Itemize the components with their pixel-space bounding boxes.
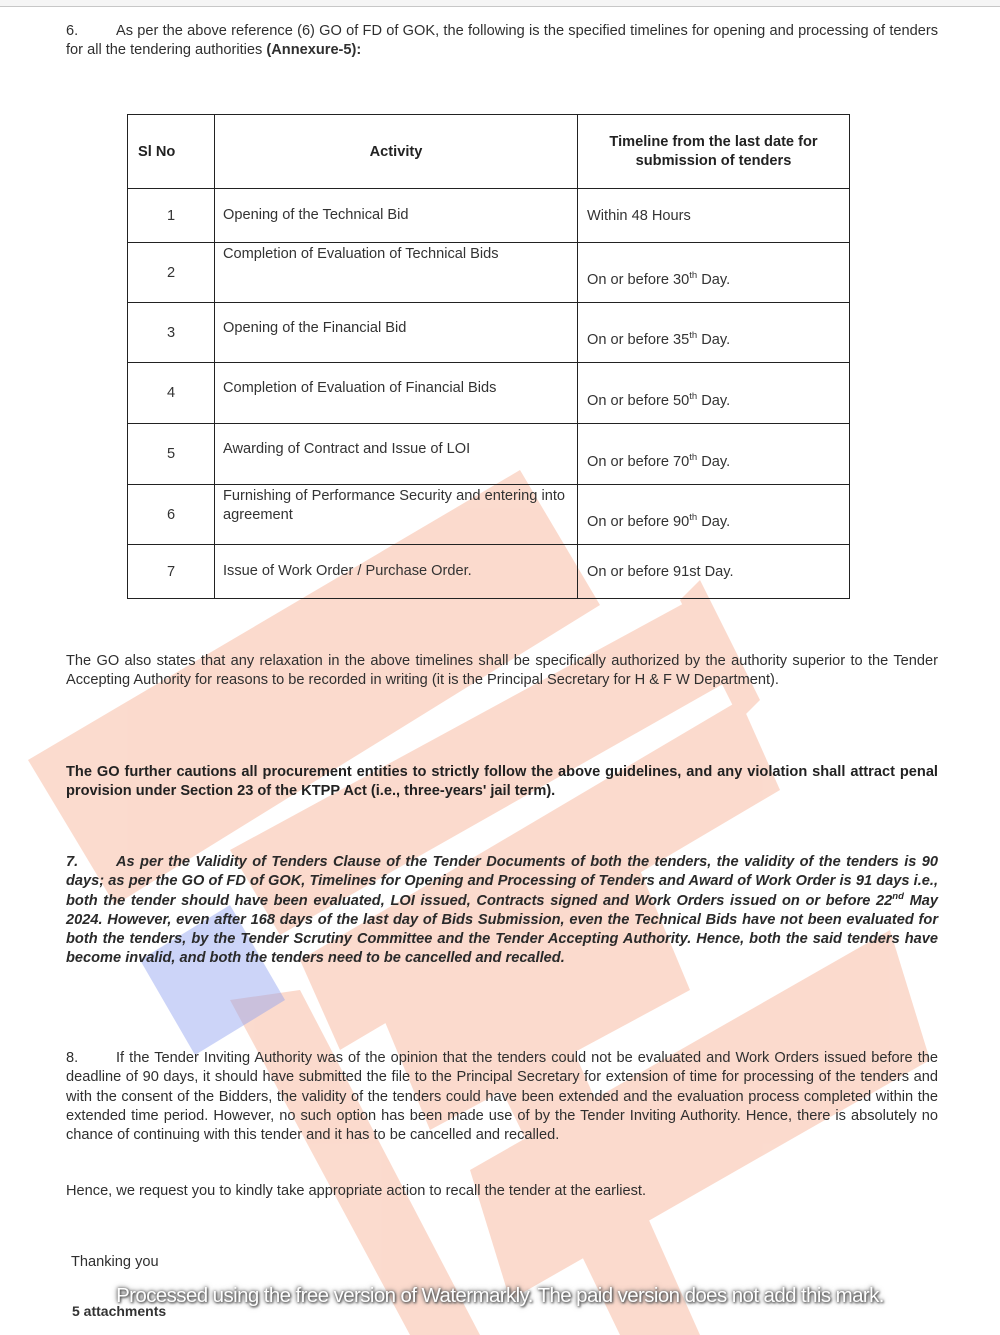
header-timeline: Timeline from the last date for submission of tenders: [578, 115, 850, 189]
row-activity: Issue of Work Order / Purchase Order.: [215, 545, 578, 599]
row-activity: Opening of the Technical Bid: [215, 189, 578, 243]
table-row: [128, 189, 850, 243]
caution-paragraph: The GO further cautions all procurement entities to strictly follow the above guidelines, and any violation shall attract penal provision under Section 23 of the KTPP Act (i.e., three-years' jail term).: [66, 764, 938, 800]
paragraph-6: [66, 22, 938, 61]
row-timeline: On or before 91st Day.: [578, 545, 850, 599]
row-timeline: On or before 50th Day.: [578, 363, 850, 424]
table-row: [128, 485, 850, 545]
paragraph-number: 7.: [66, 854, 79, 870]
table-row: [128, 243, 850, 303]
header-activity: Activity: [215, 115, 578, 189]
row-activity: Opening of the Financial Bid: [215, 303, 578, 363]
closing-text: Thanking you: [71, 1254, 159, 1270]
row-sl: 6: [128, 485, 215, 545]
paragraph-6-text: As per the above reference (6) GO of FD of GOK, the following is the specified timelines for opening and processing of tenders for all the tendering authorities: [66, 23, 938, 59]
row-sl: 4: [128, 363, 215, 424]
row-sl: 1: [128, 189, 215, 243]
relaxation-paragraph: The GO also states that any relaxation in the above timelines shall be specifically authorized by the authority superior to the Tender Accepting Authority for reasons to be recorded in writing (it is the Principal Secretary for H & F W Department).: [66, 653, 938, 689]
row-timeline: On or before 30th Day.: [578, 243, 850, 303]
annexure-reference: (Annexure-5):: [266, 42, 362, 59]
table-row: [128, 303, 850, 363]
table-row: [128, 363, 850, 424]
row-sl: 7: [128, 545, 215, 599]
row-activity: Completion of Evaluation of Financial Bids: [215, 363, 578, 424]
row-timeline: Within 48 Hours: [578, 189, 850, 243]
row-activity: Furnishing of Performance Security and entering into agreement: [215, 485, 578, 545]
row-timeline: On or before 90th Day.: [578, 485, 850, 545]
row-sl: 3: [128, 303, 215, 363]
row-sl: 5: [128, 424, 215, 485]
row-activity: Completion of Evaluation of Technical Bids: [215, 243, 578, 303]
paragraph-7: 7. As per the Validity of Tenders Clause of the Tender Documents of both the tenders, the validity of the tenders is 90 days; as per the GO of FD of GOK, Timelines for Opening and Processing of Tenders and Award of Work Order is 91 days i.e., both the tender should have been evaluated, LOI issued, Contracts signed and Work Orders issued on or before 22nd May 2024. However, even after 168 days of the last day of Bids Submission, even the Technical Bids have not been evaluated for both the tenders, by the Tender Scrutiny Committee and the Tender Accepting Authority. Hence, both the said tenders have become invalid, and both the tenders need to be cancelled and recalled.: [66, 854, 938, 967]
paragraph-number: 8.: [66, 1050, 79, 1066]
table-header-row: [128, 115, 850, 189]
table-row: [128, 424, 850, 485]
row-timeline: On or before 70th Day.: [578, 424, 850, 485]
row-timeline: On or before 35th Day.: [578, 303, 850, 363]
header-sl-no: Sl No: [128, 115, 215, 189]
paragraph-number: 6.: [66, 23, 79, 39]
table-row: [128, 545, 850, 599]
row-activity: Awarding of Contract and Issue of LOI: [215, 424, 578, 485]
timeline-table: [127, 114, 850, 599]
attachments-link[interactable]: 5 attachments: [72, 1303, 167, 1319]
paragraph-8: 8. If the Tender Inviting Authority was of the opinion that the tenders could not be evaluated and Work Orders issued before the deadline of 90 days, it should have submitted the file to the Principal Secretary for extension of time for processing of the tenders and with the consent of the Bidders, the validity of the tenders could have been extended and the evaluation process completed within the extended time period. However, no such option has been made use of by the Tender Inviting Authority. Hence, there is absolutely no chance of continuing with this tender and it has to be cancelled and recalled.: [66, 1050, 938, 1144]
request-paragraph: Hence, we request you to kindly take appropriate action to recall the tender at the earliest.: [66, 1183, 647, 1199]
watermark-text: Processed using the free version of Watermarkly. The paid version does not add this mark.: [116, 1284, 884, 1307]
row-sl: 2: [128, 243, 215, 303]
